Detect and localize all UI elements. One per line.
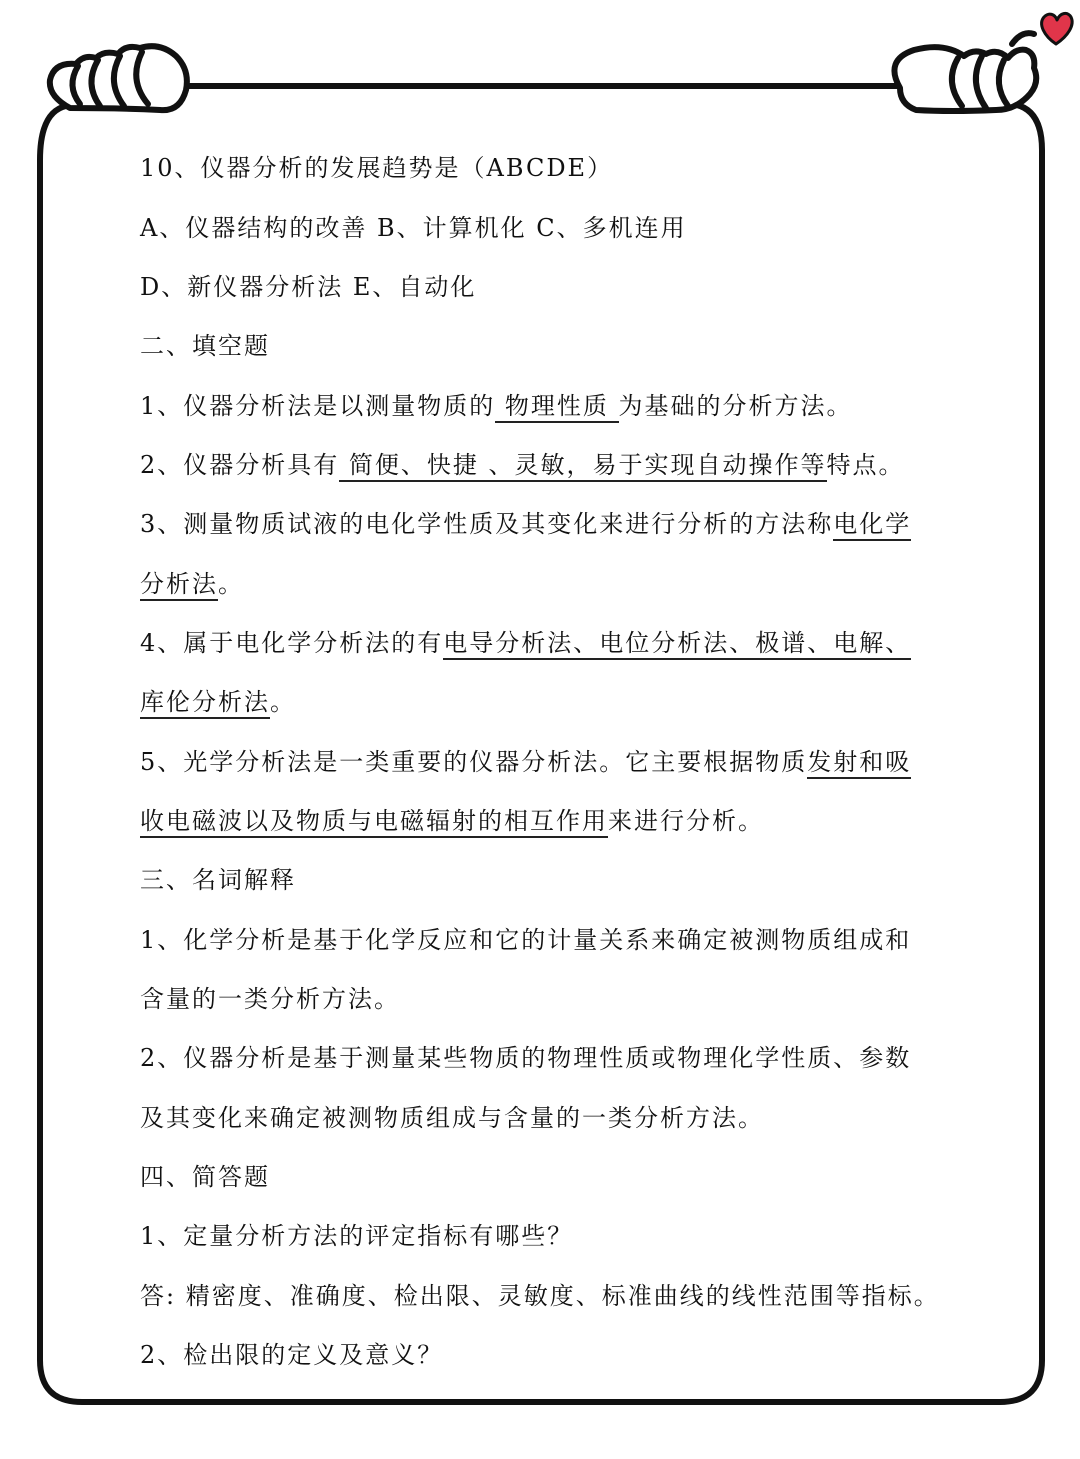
answer-underline: 发射和吸 [807, 748, 911, 779]
text-line-10 [140, 686, 296, 718]
answer-underline: 分析法 [140, 570, 218, 601]
answer-underline: 库伦分析法 [140, 688, 270, 719]
text-line-21 [140, 1339, 443, 1371]
text-line-15 [140, 983, 400, 1015]
text-line-19 [140, 1220, 573, 1252]
line-text: 1、仪器分析法是以测量物质的 [140, 392, 496, 420]
section-heading-short-answer [140, 1161, 270, 1193]
line-text: 2、检出限的定义及意义？ [140, 1341, 444, 1369]
line-text-tail: 为基础的分析方法。 [618, 392, 853, 420]
text-line-3 [140, 271, 476, 303]
line-text: 2、仪器分析具有 [140, 451, 340, 479]
section-heading-fill-blank [140, 330, 270, 362]
line-text-tail: 。 [218, 570, 244, 598]
line-text: 2、仪器分析是基于测量某些物质的物理性质或物理化学性质、参数 [140, 1044, 912, 1072]
line-text: 及其变化来确定被测物质组成与含量的一类分析方法。 [140, 1104, 764, 1132]
answer-underline: 电导分析法、电位分析法、极谱、电解、 [443, 629, 911, 660]
text-line-2 [140, 212, 687, 244]
text-line-11 [140, 746, 911, 778]
line-text: 4、属于电化学分析法的有 [140, 629, 444, 657]
line-text: 二、填空题 [140, 332, 270, 360]
line-text: D、新仪器分析法 E、自动化 [140, 273, 477, 301]
answer-underline: 简便、快捷 、灵敏，易于实现自动操作等 [339, 451, 826, 482]
section-heading-terms [140, 864, 296, 896]
text-line-8 [140, 568, 244, 600]
line-text: 3、测量物质试液的电化学性质及其变化来进行分析的方法称 [140, 510, 834, 538]
text-line-20 [140, 1280, 940, 1312]
line-text: 含量的一类分析方法。 [140, 985, 400, 1013]
text-line-16 [140, 1042, 911, 1074]
heart-icon [1042, 13, 1072, 44]
line-text: 四、简答题 [140, 1163, 270, 1191]
line-text-tail: 来进行分析。 [608, 807, 764, 835]
right-hand-icon [894, 33, 1036, 111]
text-line-6 [140, 449, 905, 481]
line-text: 5、光学分析法是一类重要的仪器分析法。它主要根据物质 [140, 748, 808, 776]
text-line-12 [140, 805, 764, 837]
answer-underline: 收电磁波以及物质与电磁辐射的相互作用 [140, 807, 608, 838]
answer-underline: 物理性质 [495, 392, 618, 423]
line-text: 1、化学分析是基于化学反应和它的计量关系来确定被测物质组成和 [140, 926, 912, 954]
line-text: A、仪器结构的改善 B、计算机化 C、多机连用 [140, 214, 687, 242]
line-text-tail: 。 [270, 688, 296, 716]
line-text: 答: 精密度、准确度、检出限、灵敏度、标准曲线的线性范围等指标。 [140, 1282, 940, 1310]
text-line-1 [140, 152, 613, 184]
line-text-tail: 特点。 [826, 451, 905, 479]
line-text: 1、定量分析方法的评定指标有哪些？ [140, 1222, 574, 1250]
text-line-7 [140, 508, 911, 540]
line-text: 三、名词解释 [140, 866, 296, 894]
text-line-14 [140, 924, 911, 956]
text-line-9 [140, 627, 911, 659]
line-text: 10、仪器分析的发展趋势是（ABCDE） [140, 154, 614, 182]
text-line-17 [140, 1102, 764, 1134]
left-hand-icon [50, 46, 187, 110]
text-line-5 [140, 390, 853, 422]
answer-underline: 电化学 [833, 510, 911, 541]
